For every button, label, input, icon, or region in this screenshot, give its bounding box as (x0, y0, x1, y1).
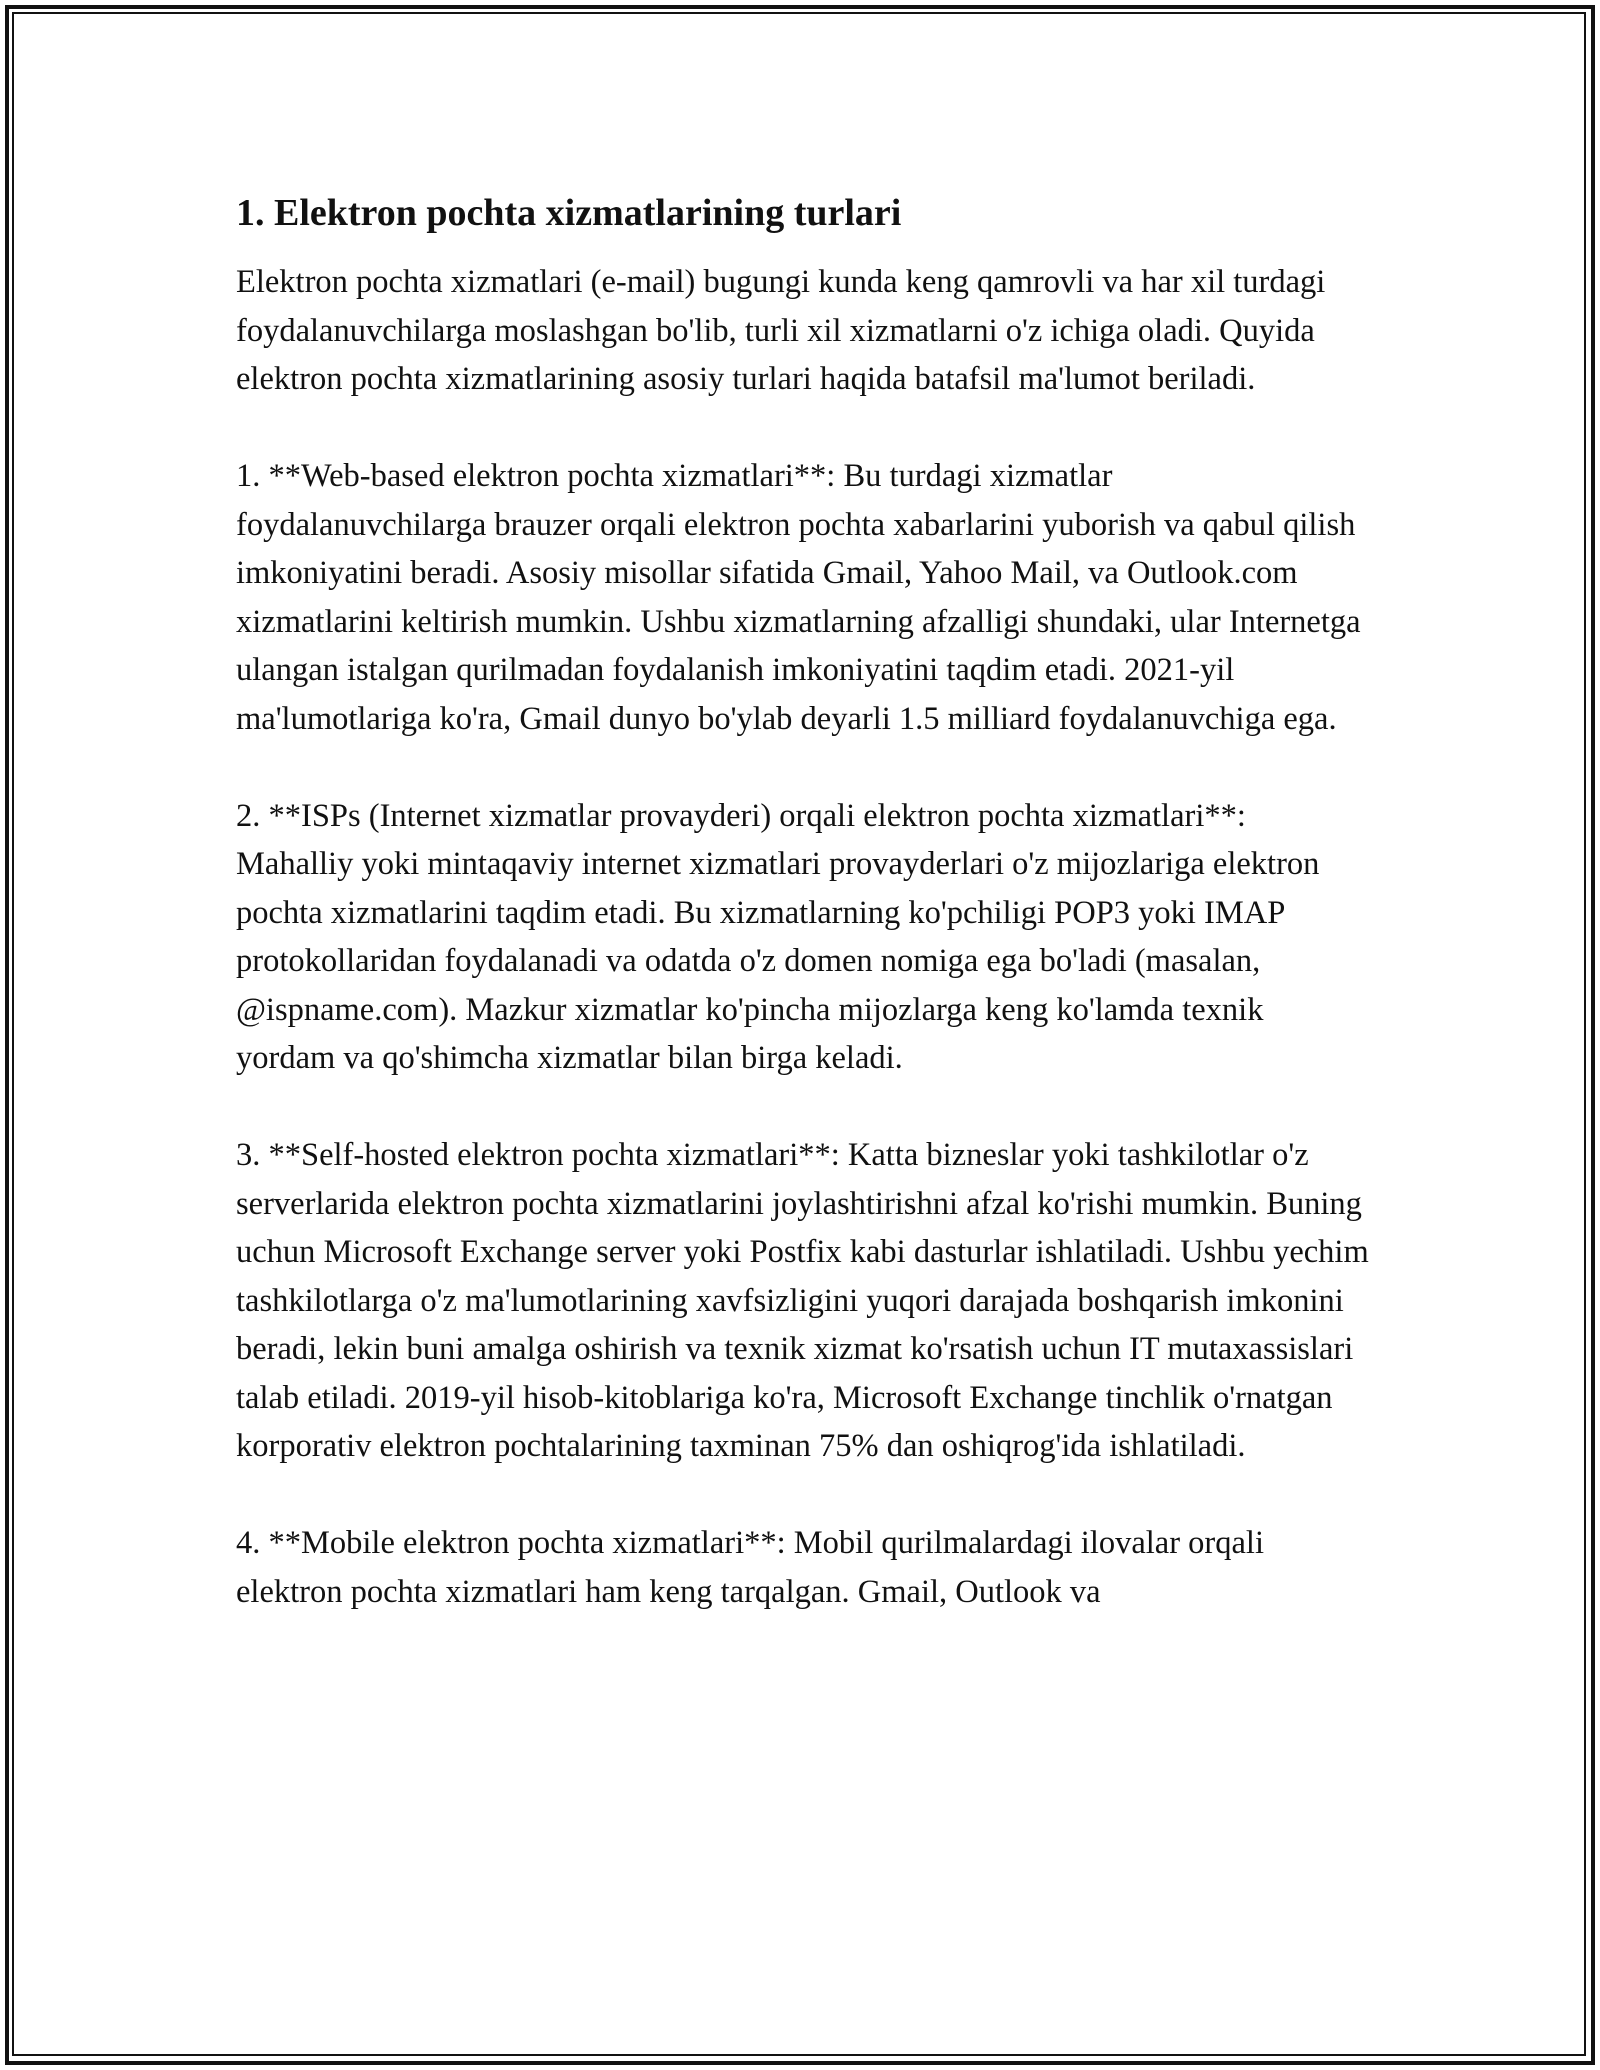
intro-paragraph: Elektron pochta xizmatlari (e-mail) bugungi kunda keng qamrovli va har xil turdagi foydalanuvchilarga moslashgan bo'lib, turli xil xizmatlarni o'z ichiga oladi. Quyida elektron pochta xizmatlarining asosiy turlari haqida batafsil ma'lumot beriladi. (236, 264, 1326, 397)
list-item-mobile: 4. **Mobile elektron pochta xizmatlari**: Mobil qurilmalardagi ilovalar orqali elektron pochta xizmatlari ham keng tarqalgan. Gmail, Outlook va (236, 1525, 1264, 1610)
document-body (236, 186, 1370, 1616)
list-item-isp: 2. **ISPs (Internet xizmatlar provayderi) orqali elektron pochta xizmatlari**: Mahalliy yoki mintaqaviy internet xizmatlari provayderlari o'z mijozlariga elektron pochta xizmatlarini taqdim etadi. Bu xizmatlarning ko'pchiligi POP3 yoki IMAP protokollaridan foydalanadi va odatda o'z domen nomiga ega bo'ladi (masalan, @ispname.com). Mazkur xizmatlar ko'pincha mijozlarga keng ko'lamda texnik yordam va qo'shimcha xizmatlar bilan birga keladi. (236, 797, 1320, 1076)
list-item-web-based: 1. **Web-based elektron pochta xizmatlari**: Bu turdagi xizmatlar foydalanuvchilarga brauzer orqali elektron pochta xabarlarini yuborish va qabul qilish imkoniyatini beradi. Asosiy misollar sifatida Gmail, Yahoo Mail, va Outlook.com xizmatlarini keltirish mumkin. Ushbu xizmatlarning afzalligi shundaki, ular Internetga ulangan istalgan qurilmadan foydalanish imkoniyatini taqdim etadi. 2021-yil ma'lumotlariga ko'ra, Gmail dunyo bo'ylab deyarli 1.5 milliard foydalanuvchiga ega. (236, 458, 1361, 737)
list-item-self-hosted: 3. **Self-hosted elektron pochta xizmatlari**: Katta bizneslar yoki tashkilotlar o'z serverlarida elektron pochta xizmatlarini joylashtirishni afzal ko'rishi mumkin. Buning uchun Microsoft Exchange server yoki Postfix kabi dasturlar ishlatiladi. Ushbu yechim tashkilotlarga o'z ma'lumotlarining xavfsizligini yuqori darajada boshqarish imkonini beradi, lekin buni amalga oshirish va texnik xizmat ko'rsatish uchun IT mutaxassislari talab etiladi. 2019-yil hisob-kitoblariga ko'ra, Microsoft Exchange tinchlik o'rnatgan korporativ elektron pochtalarining taxminan 75% dan oshiqrog'ida ishlatiladi. (236, 1137, 1369, 1464)
section-heading: 1. Elektron pochta xizmatlarining turlari (236, 192, 902, 234)
